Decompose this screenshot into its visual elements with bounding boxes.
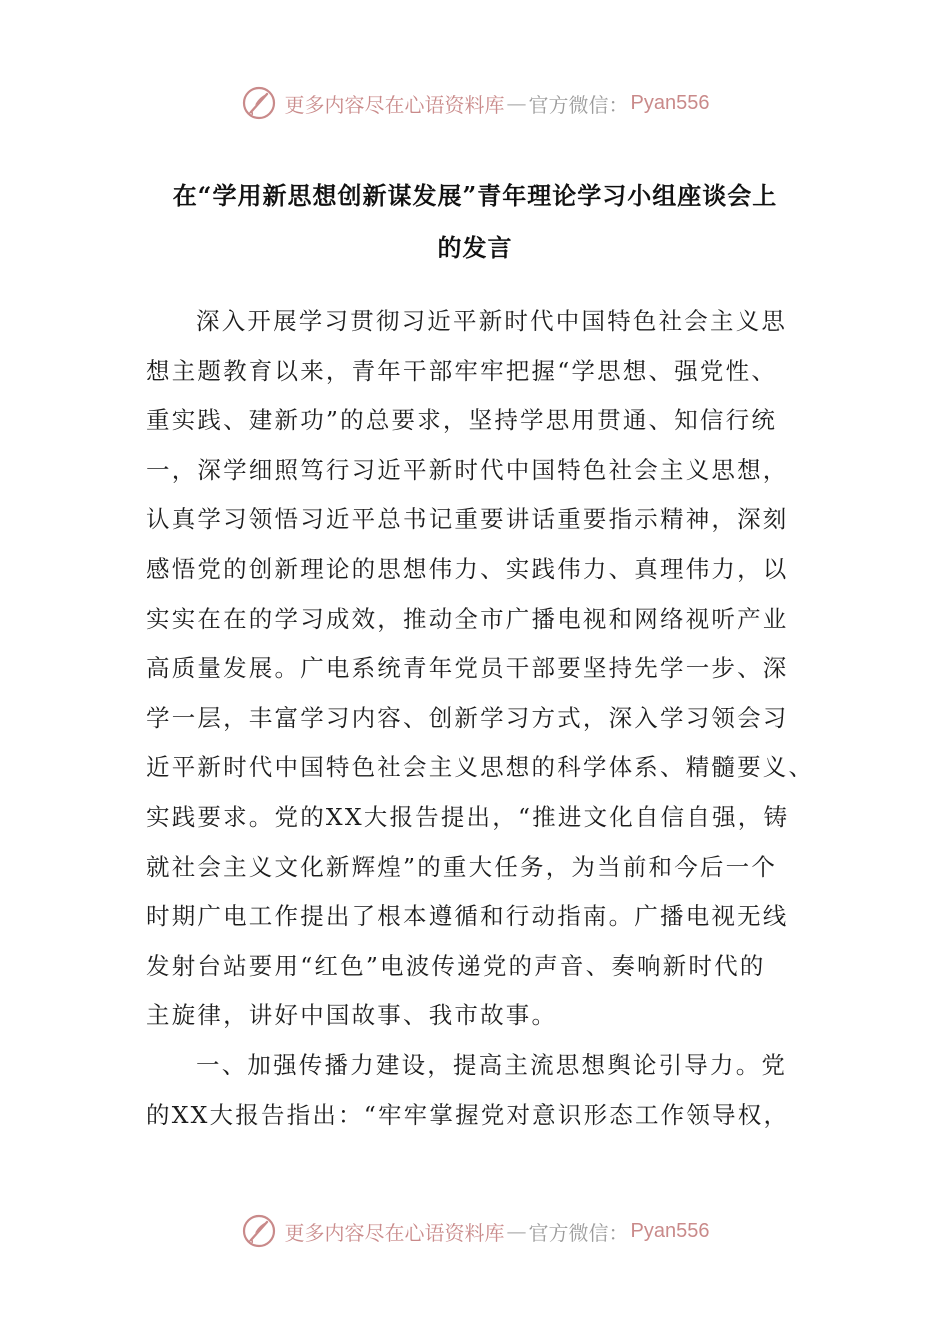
quill-pen-logo-icon bbox=[241, 85, 277, 121]
quill-pen-logo-icon bbox=[241, 1213, 277, 1249]
banner-main-text: 更多内容尽在心语资料库 bbox=[284, 1220, 505, 1245]
banner-official-label: 官方微信： bbox=[528, 1220, 629, 1245]
body-line: 重实践、建新功”的总要求，坚持学思用贯通、知信行统 bbox=[146, 406, 778, 435]
body-line: 的XX大报告指出：“牢牢掌握党对意识形态工作领导权， bbox=[146, 1100, 790, 1129]
document-body bbox=[146, 297, 815, 1140]
body-line: 就社会主义文化新辉煌”的重大任务，为当前和今后一个 bbox=[146, 852, 778, 881]
body-line: 一，深学细照笃行习近平新时代中国特色社会主义思想， bbox=[146, 455, 789, 484]
banner-official-label: 官方微信： bbox=[528, 92, 629, 117]
body-line: 时期广电工作提出了根本遵循和行动指南。广播电视无线 bbox=[146, 902, 789, 931]
body-line: 近平新时代中国特色社会主义思想的科学体系、精髓要义、 bbox=[146, 753, 815, 782]
banner-wechat-id: Pyan556 bbox=[630, 1219, 710, 1242]
body-line: 实实在在的学习成效，推动全市广播电视和网络视听产业 bbox=[146, 604, 789, 633]
header-banner bbox=[0, 78, 950, 128]
banner-dash: — bbox=[506, 1219, 527, 1243]
body-line: 想主题教育以来，青年干部牢牢把握“学思想、强党性、 bbox=[146, 356, 778, 385]
title-line-1: 在“学用新思想创新谋发展”青年理论学习小组座谈会上 bbox=[172, 181, 778, 210]
footer-banner bbox=[0, 1206, 950, 1256]
title-line-2: 的发言 bbox=[437, 233, 513, 262]
banner-wechat-id: Pyan556 bbox=[630, 91, 710, 114]
body-line: 一、加强传播力建设，提高主流思想舆论引导力。党 bbox=[196, 1050, 788, 1079]
banner-main-text: 更多内容尽在心语资料库 bbox=[284, 92, 505, 117]
body-line: 发射台站要用“红色”电波传递党的声音、奏响新时代的 bbox=[146, 951, 766, 980]
body-line: 学一层，丰富学习内容、创新学习方式，深入学习领会习 bbox=[146, 703, 789, 732]
body-line: 深入开展学习贯彻习近平新时代中国特色社会主义思 bbox=[196, 307, 788, 335]
document-title bbox=[130, 170, 820, 274]
body-line: 高质量发展。广电系统青年党员干部要坚持先学一步、深 bbox=[146, 654, 789, 683]
body-line: 主旋律，讲好中国故事、我市故事。 bbox=[146, 1001, 558, 1030]
body-line: 认真学习领悟习近平总书记重要讲话重要指示精神，深刻 bbox=[146, 505, 789, 534]
banner-dash: — bbox=[506, 91, 527, 115]
body-line: 实践要求。党的XX大报告提出，“推进文化自信自强，铸 bbox=[146, 802, 790, 831]
body-line: 感悟党的创新理论的思想伟力、实践伟力、真理伟力，以 bbox=[146, 554, 789, 583]
